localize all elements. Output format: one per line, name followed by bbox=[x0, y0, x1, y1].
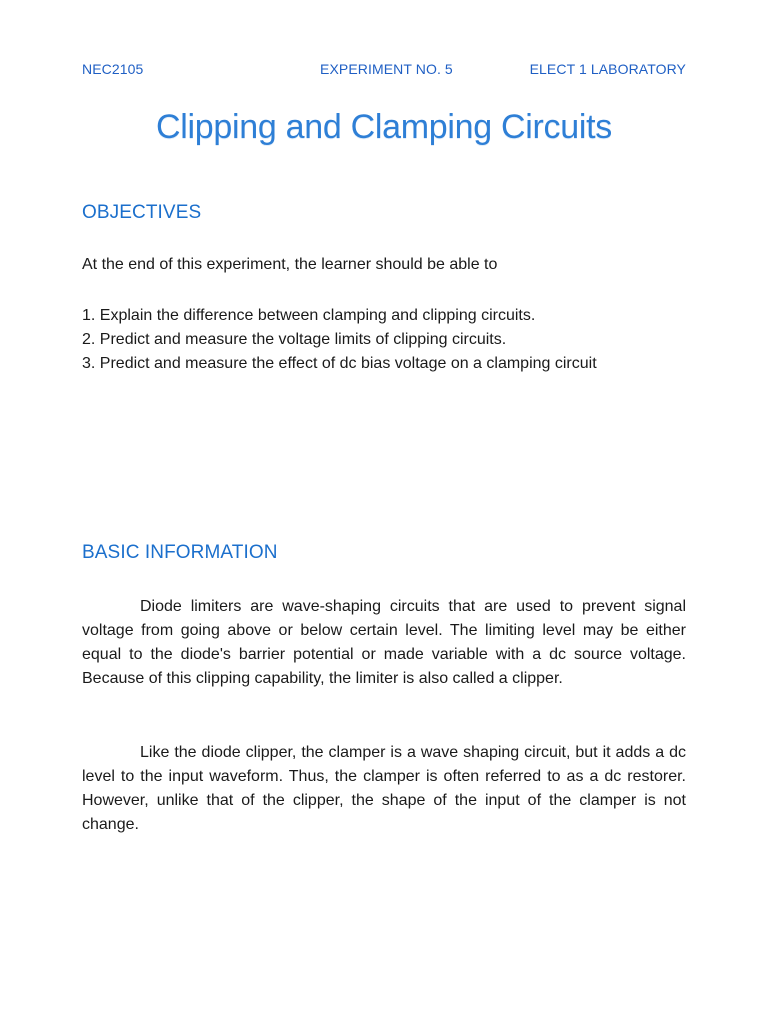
objectives-list bbox=[82, 304, 597, 376]
experiment-number: EXPERIMENT NO. 5 bbox=[320, 61, 453, 77]
basic-information-heading: BASIC INFORMATION bbox=[82, 542, 278, 563]
course-code: NEC2105 bbox=[82, 61, 144, 77]
document-title: Clipping and Clamping Circuits bbox=[156, 108, 612, 146]
lab-name: ELECT 1 LABORATORY bbox=[529, 61, 686, 77]
objectives-heading: OBJECTIVES bbox=[82, 202, 202, 223]
basic-information-paragraph: Like the diode clipper, the clamper is a wave shaping circuit, but it adds a dc level to the input waveform. Thus, the clamper is often referred to as a dc restorer. However, unlike that of the clipper, the shape of the input of the clamper is not change. bbox=[82, 744, 686, 833]
page-header bbox=[82, 61, 686, 81]
objectives-intro: At the end of this experiment, the learner should be able to bbox=[82, 256, 498, 273]
objective-item: 3. Predict and measure the effect of dc bias voltage on a clamping circuit bbox=[82, 355, 597, 372]
objective-item: 1. Explain the difference between clamping and clipping circuits. bbox=[82, 307, 536, 324]
objective-item: 2. Predict and measure the voltage limits of clipping circuits. bbox=[82, 331, 507, 348]
basic-information-paragraph: Diode limiters are wave-shaping circuits that are used to prevent signal voltage from going above or below certain level. The limiting level may be either equal to the diode's barrier potential or made variable with a dc source voltage. Because of this clipping capability, the limiter is also called a clipper. bbox=[82, 598, 686, 687]
